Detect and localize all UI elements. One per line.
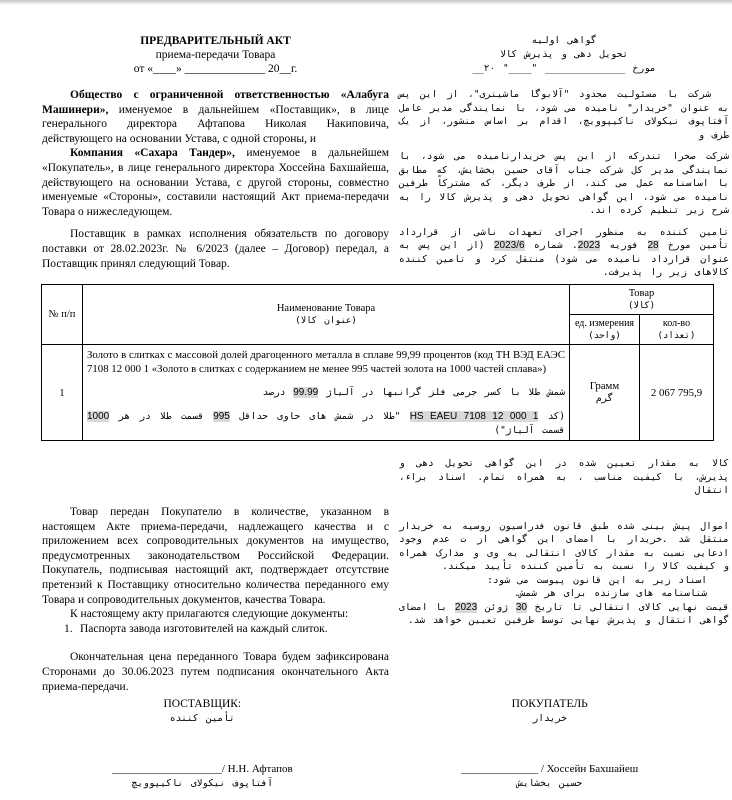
fa-paragraph-6: شناسنامه های سازنده برای هر شمش. xyxy=(513,588,707,599)
row-unit-fa: گرم xyxy=(595,392,614,404)
ru-title-block xyxy=(42,34,389,76)
row-qty-cell: 2 067 795,9 xyxy=(640,345,714,441)
column-header-name-ru: Наименование Товара xyxy=(276,303,376,314)
supplier-signature-line: ____________________/ Н.Н. Афтапов xyxy=(111,762,293,775)
ru-paragraph-1 xyxy=(42,88,389,146)
supplier-signature-block xyxy=(42,697,363,790)
column-header-goods-ru: Товар xyxy=(628,288,655,299)
column-header-qty-fa: (تعداد) xyxy=(657,331,696,341)
title-row xyxy=(0,34,732,76)
fa-upper-column xyxy=(399,88,729,284)
ru-paragraph-4: Товар передан Покупателю в количестве, указанном в настоящем Акте приема-передачи, надлежащего качества и с приложением всех сопроводительных документов на имущество, предусмотренных законодательством Российской Федерации. Покупатель, подписывая настоящий акт, подтверждает отсутствие претензий к Поставщику относительно количества переданного ему Товара и сопроводительных документов, качества Товара. xyxy=(42,506,389,606)
column-header-goods xyxy=(570,285,714,315)
ru-paragraph-1-lead: Общество с ограниченной ответственностью «Алабуга Машинери», xyxy=(42,89,389,116)
signatures-row xyxy=(0,697,732,790)
row-name-fa-line1: شمش طلا با کسر جرمی فلز گرانبها در آلیاژ 99.99 درصد xyxy=(262,386,565,398)
table-row xyxy=(42,345,714,441)
ru-paragraph-1-rest: именуемое в дальнейшем «Поставщик», в лице генерального директора Афтапова Николая Накиповича, действующего на основании Устава, с одной стороны, и xyxy=(42,103,389,145)
lower-body-row xyxy=(0,453,732,695)
column-header-name-fa: (عنوان کالا) xyxy=(295,316,357,326)
fa-paragraph-5: اسناد زیر به این قانون پیوست می شود: xyxy=(487,574,707,586)
fa-title-block xyxy=(399,34,729,76)
ru-paragraph-3: Поставщик в рамках исполнения обязательств по договору поставки от 28.02.2023г. № 6/2023 (далее – Договор) передал, а Поставщик принял следующий Товар. xyxy=(42,228,389,270)
fa-paragraph-4: اموال پیش بینی شده طبق قانون فدراسیون روسیه به خریدار منتقل شد .خریدار با امضای این گواهی از ت عدم وجود ادعایی نسبت به مقدار کالای انتقالی به وی و مدارک همراه و کیفیت کالا را نسبت به تأمین کننده تأیید میکند. xyxy=(399,520,729,572)
ru-paragraph-6: Окончательная цена переданного Товара будем зафиксирована Сторонами до 30.06.2023 путем подписания окончательного Акта приема-передачи. xyxy=(42,651,389,693)
ru-paragraph-5: К настоящему акту прилагаются следующие документы: xyxy=(70,608,349,621)
buyer-label-fa: خریدار xyxy=(532,713,567,724)
row-unit-cell xyxy=(570,345,640,441)
column-header-unit xyxy=(570,315,640,345)
column-header-number: № п/п xyxy=(42,285,83,345)
ru-upper-column xyxy=(42,88,389,284)
column-header-unit-ru: ед. измерения xyxy=(574,318,635,329)
fa-paragraph-1: شرکت با مسئولیت محدود "آلابوگا ماشینری"، از این پس به عنوان "خریدار" نامیده می شود، با نمایندگی مدیر عامل آفتاپوف نیکولای ناکیپوویچ، اقدام بر اساس منشور، از یک طرف و xyxy=(399,89,729,141)
ru-doc-dateline: от «____» ______________ 20__г. xyxy=(133,63,298,75)
supplier-signature-area xyxy=(42,762,363,791)
ru-paragraph-2 xyxy=(42,146,389,219)
list-item-text: Паспорта завода изготовителей на каждый слиток. xyxy=(80,622,328,635)
ru-paragraph-2-rest: именуемое в дальнейшем «Покупатель», в лице генерального директора Хоссейна Бахшайеша, действующего на основании Устава, с другой стороны, совместно именуемые «Стороны», составили настоящий Акт приема-передачи Товара о нижеследующем. xyxy=(42,147,389,218)
supplier-name-fa: آفتاپوف نیکولای ناکیپوویچ xyxy=(131,777,273,789)
row-name-ru: Золото в слитках с массовой долей драгоценного металла в сплаве 99,99 процентов (код ТН ВЭД ЕАЭС 7108 12 000 1 «Золото в слитках с содержанием не менее 995 частей золота на 1000 частей сплава») xyxy=(87,348,565,375)
fa-after-table-note: کالا به مقدار تعیین شده در این گواهی تحویل دهی و پذیرش، با کیفیت مناسب ، به همراه تمام. اسناد براء، انتقال xyxy=(399,458,729,496)
list-item-number: 1. xyxy=(64,622,73,635)
supplier-label-fa: تأمین کننده xyxy=(169,713,235,724)
column-header-qty-ru: кол-во xyxy=(662,318,691,329)
row-name-cell xyxy=(83,345,570,441)
fa-doc-title: گواهی اولیه xyxy=(531,35,597,46)
row-number-cell: 1 xyxy=(42,345,83,441)
buyer-signature-line: ______________ / Хоссейн Бахшайеш xyxy=(461,762,639,775)
fa-paragraph-3: تامین کننده به منظور اجرای تعهدات ناشی از قرارداد تأمین مورخ 28 فوریه 2023. شماره 2023/6 (از این پس به عنوان قرارداد نامیده می شود) منتقل کرد و تامین کننده کالاهای زیر را پذیرفت. xyxy=(399,226,729,278)
column-header-goods-fa: (کالا) xyxy=(627,301,656,311)
ru-paragraph-2-lead: Компания «Сахара Тандер», xyxy=(70,147,235,160)
column-header-unit-fa: (واحد) xyxy=(588,331,621,341)
supplier-label-ru: ПОСТАВЩИК: xyxy=(163,698,242,710)
goods-table xyxy=(41,284,714,441)
buyer-signature-block xyxy=(389,697,710,790)
fa-paragraph-7: قیمت نهایی کالای انتقالی تا تاریخ 30 ژوئن 2023 با امضای گواهی انتقال و پذیرش نهایی توسط طرفین تعیین خواهد شد. xyxy=(399,601,729,626)
ru-lower-column xyxy=(42,453,389,695)
fa-paragraph-2: شرکت صحرا تندرکه از این پس خریدارنامیده می شود، با نمایندگی مدیر کل شرکت جناب آقای حسین بخشایش، که مطابق با اساسنامه عمل می کند، از طرف دیگر، که مشترکاً طرفین نامیده می شود، این گواهی تحویل دهی و پذیرش کالا را به شرح زیر تنظیم کرده اند. xyxy=(399,151,729,216)
table-header-row-1 xyxy=(42,285,714,315)
fa-doc-dateline: مورخ ______________ "____" ۲۰__ xyxy=(472,63,656,74)
upper-body-row xyxy=(0,88,732,284)
ru-doc-title: ПРЕДВАРИТЕЛЬНЫЙ АКТ xyxy=(140,35,291,47)
column-header-qty xyxy=(640,315,714,345)
ru-doc-subtitle: приема-передачи Товара xyxy=(155,49,276,61)
fa-lower-column xyxy=(399,453,729,695)
buyer-label-ru: ПОКУПАТЕЛЬ xyxy=(511,698,588,710)
buyer-name-fa: حسین بخشایش xyxy=(517,777,583,789)
row-name-fa-line2: (کد HS EAEU 7108 12 000 1 "طلا در شمش های حاوی حداقل 995 قسمت طلا در هر 1000 قسمت آلیاژ") xyxy=(87,410,565,436)
column-header-name xyxy=(83,285,570,345)
row-unit-ru: Грамм xyxy=(589,379,620,392)
ru-attachment-list-item xyxy=(42,622,389,637)
fa-doc-subtitle: تحویل دهی و پذیرش کالا xyxy=(499,49,629,60)
buyer-signature-area xyxy=(389,762,710,791)
